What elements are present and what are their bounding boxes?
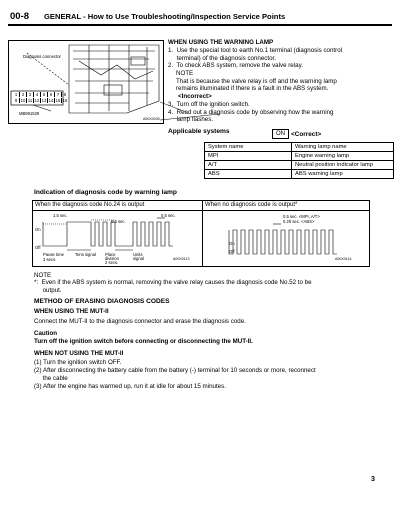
warning-lamp-heading: WHEN USING THE WARNING LAMP	[168, 39, 274, 46]
incorrect-label: <Incorrect>	[178, 93, 212, 100]
pin-label: 12	[34, 98, 40, 103]
no-code-figure	[202, 200, 370, 267]
applicable-heading: Applicable systems	[168, 128, 230, 135]
units-label-2: signal	[133, 256, 144, 261]
erase-step-2: (2) After disconnecting the battery cable from the battery (-) terminal for 10 seconds or more, reconnect	[34, 367, 316, 374]
page-footer-number: 3	[371, 476, 375, 483]
table-cell: MPI	[205, 152, 292, 161]
pin-row-2	[13, 98, 68, 103]
table-cell: Neutral position indicator lamp	[292, 161, 394, 170]
step-3: 3. Turn off the ignition switch.	[168, 101, 250, 108]
caution-text: Turn off the ignition switch before connecting or disconnecting the MUT-II.	[34, 338, 253, 345]
using-mut-heading: WHEN USING THE MUT-II	[34, 308, 109, 315]
t-1-5-sec: 1.5 sec.	[53, 213, 68, 218]
applicable-systems-table	[204, 142, 394, 179]
table-row	[205, 161, 394, 170]
on-label: ON	[272, 129, 289, 139]
table-header: Warning lamp name	[292, 143, 394, 152]
indication-heading: Indication of diagnosis code by warning lamp	[34, 189, 177, 196]
place-label-3: 2 secs.	[105, 260, 119, 265]
erasing-heading: METHOD OF ERASING DIAGNOSIS CODES	[34, 298, 170, 305]
pin-label: 16	[62, 98, 68, 103]
connector-label: Diagnosis connector	[23, 54, 61, 59]
place-label: Place	[105, 252, 116, 257]
step-1-line-1: 1. Use the special tool to earth No.1 terminal (diagnosis control	[168, 47, 343, 54]
right-figure-title: When no diagnosis code is output*	[205, 202, 298, 208]
step-1-line-2: terminal) of the diagnosis connector.	[168, 54, 276, 62]
not-using-mut-heading: WHEN NOT USING THE MUT-II	[34, 350, 124, 357]
pin-label: 14	[48, 98, 54, 103]
on-correct-row	[272, 129, 321, 139]
header-rule	[8, 24, 392, 26]
pin-label: 8	[63, 92, 67, 97]
pin-label: 6	[48, 92, 55, 97]
on-label: On	[229, 241, 235, 246]
table-row	[205, 170, 394, 179]
erase-step-1: (1) Turn the ignition switch OFF.	[34, 359, 122, 366]
tool-label: MB991529	[19, 111, 40, 116]
table-row	[205, 152, 394, 161]
code-24-figure	[32, 200, 204, 267]
erase-step-2-cont: the cable	[34, 375, 68, 382]
t-0-5-sec-b: 0.5 sec.	[161, 213, 176, 218]
pin-label: 7	[55, 92, 62, 97]
note-label: NOTE	[34, 272, 52, 279]
t-0-25-sec: 0.25 sec. <ABS>	[283, 219, 315, 224]
on-label: On	[35, 227, 41, 232]
pause-label: Pause time	[43, 252, 64, 257]
off-label: Off	[35, 245, 41, 250]
pin-label: 4	[34, 92, 41, 97]
note-line-2: remains illuminated if there is a fault in the ABS system.	[176, 85, 329, 92]
pin-label: 5	[41, 92, 48, 97]
pin-label: 15	[55, 98, 61, 103]
table-cell: ABS	[205, 170, 292, 179]
figure-code: A00X0114	[335, 257, 352, 261]
correct-label: <Correct>	[291, 130, 322, 138]
page-number: 00-8	[10, 11, 30, 22]
table-cell: ABS warning lamp	[292, 170, 394, 179]
note-label: NOTE	[176, 70, 194, 77]
left-figure-title: When the diagnosis code No.24 is output	[35, 202, 145, 208]
step-2: 2. To check ABS system, remove the valve relay.	[168, 62, 303, 69]
pin-label: 3	[27, 92, 34, 97]
pin-row-1	[13, 92, 68, 97]
erase-step-3: (3) After the engine has warmed up, run it at idle for about 15 minutes.	[34, 383, 226, 390]
pin-label: 1	[13, 92, 20, 97]
caution-label: Caution	[34, 330, 58, 337]
table-cell: Engine warning lamp	[292, 152, 394, 161]
table-header-row	[205, 143, 394, 152]
diagnosis-connector-figure	[8, 40, 164, 124]
table-header: System name	[205, 143, 292, 152]
pin-label: 9	[13, 98, 20, 103]
note-line-1: *: Even if the ABS system is normal, removing the valve relay causes the diagnosis code No.52 to be	[34, 279, 312, 286]
units-label: Units	[133, 252, 143, 257]
t-0-5-sec: 0.5 sec. <MPI, A/T>	[283, 214, 320, 219]
pause-time: 3 secs.	[43, 257, 57, 262]
tens-label: Tens signal	[75, 252, 96, 257]
t-0-5-sec-a: 0.5 sec.	[111, 219, 126, 224]
table-cell: A/T	[205, 161, 292, 170]
note-line-2: output.	[34, 287, 62, 294]
pin-label: 10	[20, 98, 26, 103]
mut-instruction: Connect the MUT-II to the diagnosis connector and erase the diagnosis code.	[34, 318, 246, 325]
pin-label: 2	[20, 92, 27, 97]
note-line-1: That is because the valve relay is off and the warning lamp	[176, 77, 337, 85]
off-label: Off	[229, 249, 235, 254]
pin-label: 11	[27, 98, 33, 103]
pin-label: 13	[41, 98, 47, 103]
step-4-line-1: 4. Read out a diagnosis code by observing how the warning	[168, 108, 334, 116]
step-4-line-2: lamp flashes.	[168, 116, 214, 123]
figure-code: A00X0030	[143, 117, 160, 121]
figure-code: A00X0113	[173, 257, 190, 261]
page-title: GENERAL - How to Use Troubleshooting/Inspection Service Points	[44, 12, 286, 21]
place-label-2: division	[105, 256, 119, 261]
pointer-lines	[160, 100, 240, 130]
